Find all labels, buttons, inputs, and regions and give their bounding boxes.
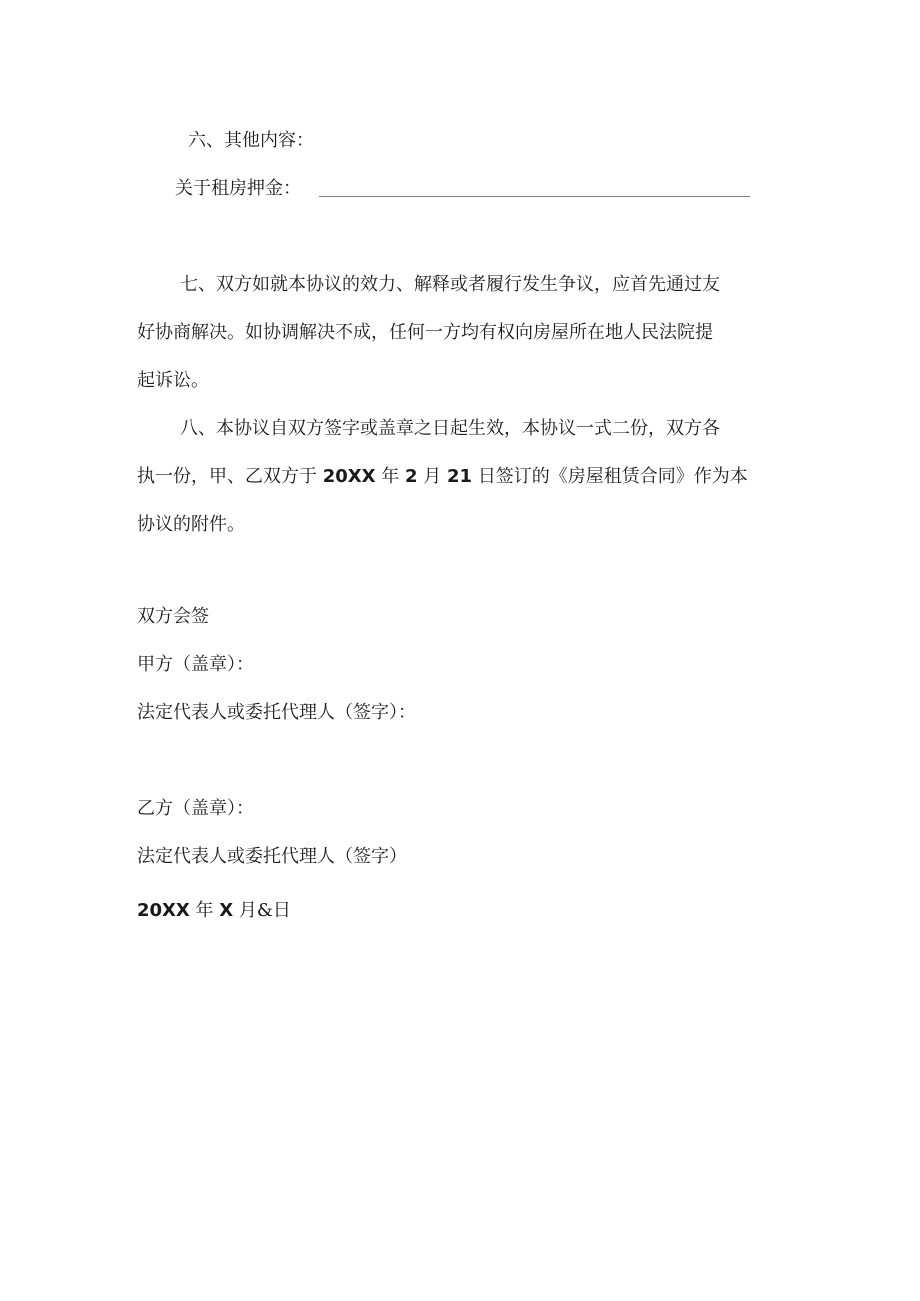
signatures-title: 双方会签 — [137, 606, 209, 627]
contract-year-suffix: 年 — [381, 466, 400, 487]
section-eight-line2-post: 日签订的《房屋租赁合同》作为本 — [477, 466, 748, 487]
contract-month: 2 — [405, 466, 418, 487]
section-six-heading: 六、其他内容： — [188, 130, 314, 151]
section-eight-line2 — [137, 464, 748, 490]
contract-day: 21 — [447, 466, 473, 487]
party-a-seal: 甲方（盖章）： — [137, 654, 254, 675]
section-eight-line1: 八、本协议自双方签字或盖章之日起生效，本协议一式二份，双方各 — [180, 418, 720, 439]
signing-date-year: 20XX — [137, 900, 190, 921]
party-b-seal: 乙方（盖章）： — [137, 798, 254, 819]
section-eight-line2-pre: 执一份，甲、乙双方于 — [137, 466, 317, 487]
signing-date-rest: 月&日 — [238, 900, 291, 921]
contract-year: 20XX — [322, 466, 376, 487]
signing-date-month: X — [219, 900, 234, 921]
section-seven-line2: 好协商解决。如协调解决不成，任何一方均有权向房屋所在地人民法院提 — [137, 322, 713, 343]
deposit-label: 关于租房押金： — [175, 178, 301, 199]
signing-date-year-suffix: 年 — [195, 900, 214, 921]
section-eight-line3: 协议的附件。 — [137, 514, 245, 535]
contract-month-suffix: 月 — [423, 466, 442, 487]
deposit-blank-line — [319, 196, 750, 197]
signing-date — [137, 898, 291, 924]
party-b-representative: 法定代表人或委托代理人（签字） — [137, 846, 407, 867]
section-seven-line3: 起诉讼。 — [137, 370, 209, 391]
party-a-representative: 法定代表人或委托代理人（签字）： — [137, 702, 416, 723]
section-seven-line1: 七、双方如就本协议的效力、解释或者履行发生争议，应首先通过友 — [180, 274, 720, 295]
